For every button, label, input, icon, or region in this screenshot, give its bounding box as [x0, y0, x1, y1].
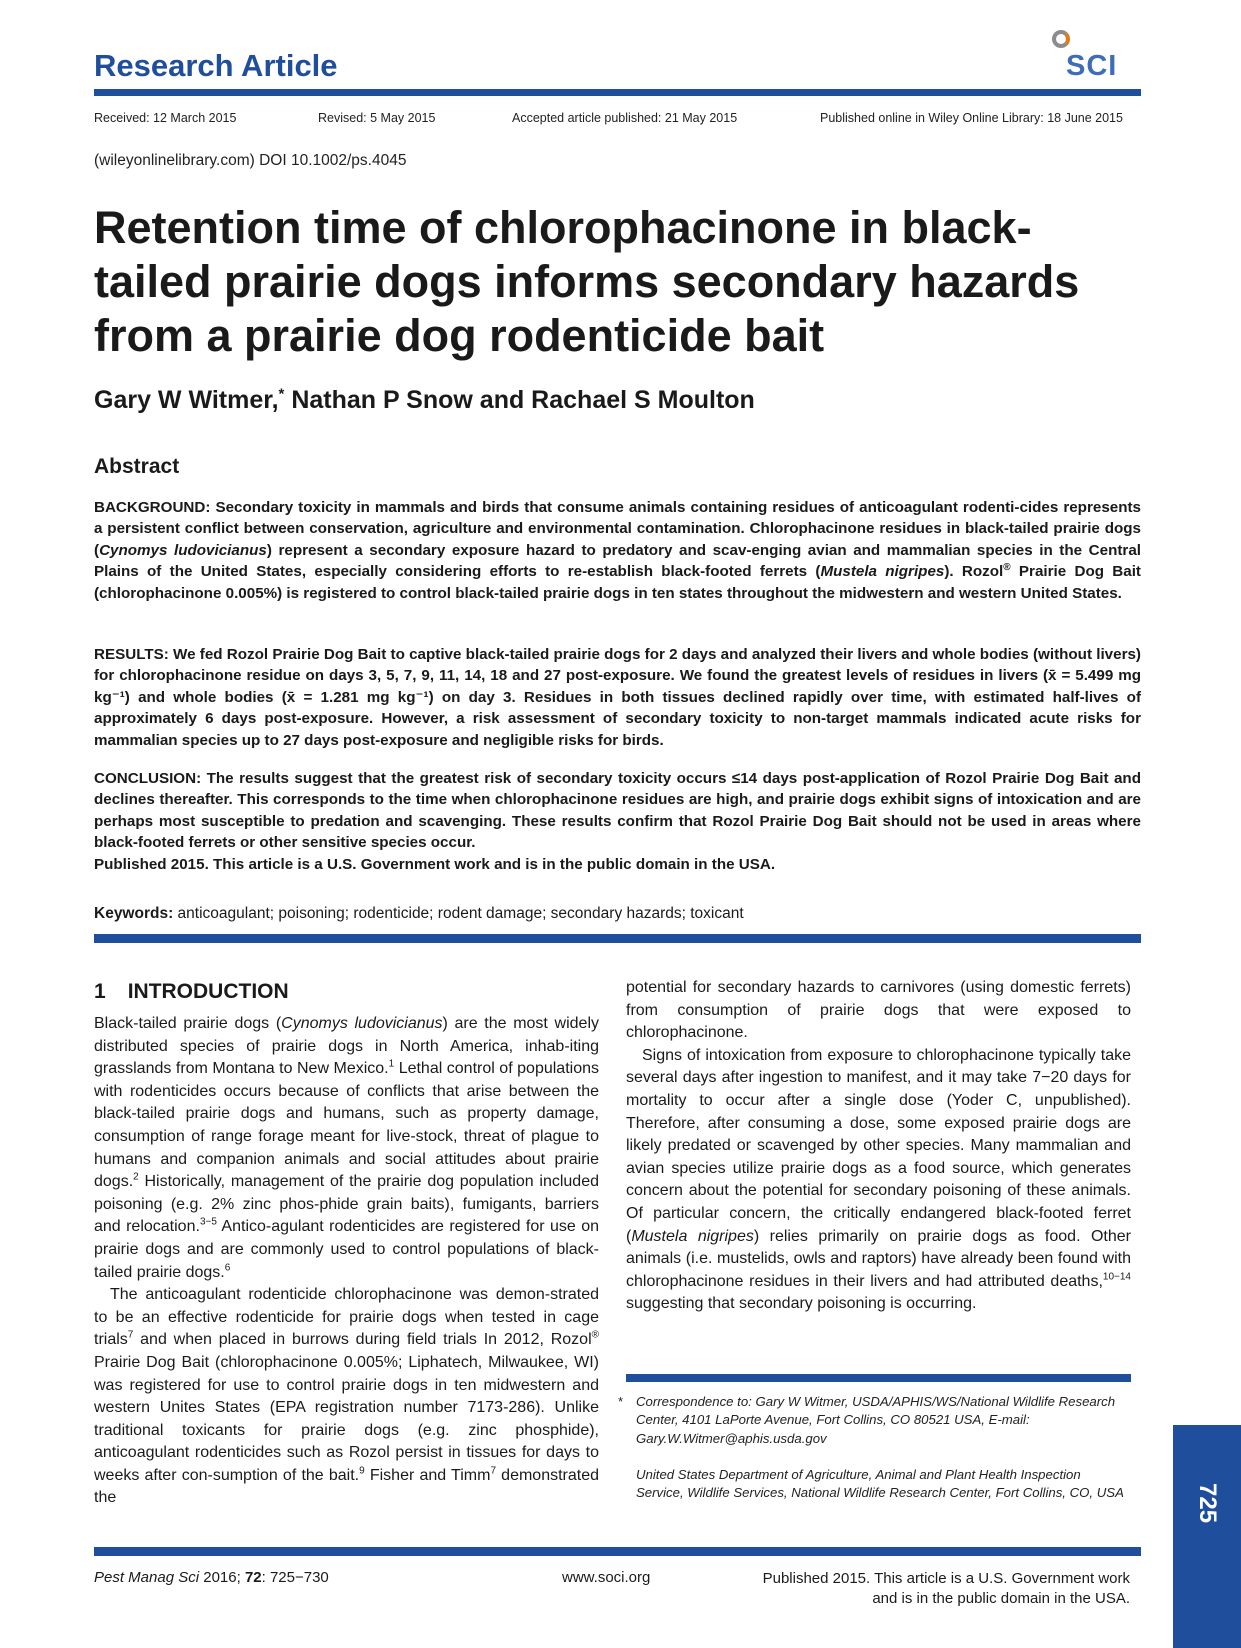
corresponding-mark: *	[278, 385, 285, 403]
keywords	[94, 905, 744, 923]
results-text: We fed Rozol Prairie Dog Bait to captive black-tailed prairie dogs for 2 days and analyzed their livers and whole bodies (without livers) for chlorophacinone residue on days 3, 5, 7, 9, 11, 14, 18 and 27 post-exposure. We found the greatest levels of residues in livers (x̄ = 5.499 mg kg⁻¹) and whole bodies (x̄ = 1.281 mg kg⁻¹) on day 3. Residues in both tissues declined rapidly over time, with estimated half-lives of approximately 6 days post-exposure. However, a risk assessment of secondary toxicity to non-target mammals indicated acute risks for mammalian species up to 27 days post-exposure and negligible risks for birds.	[94, 646, 1141, 749]
author-list	[94, 386, 755, 415]
correspondence-text: Correspondence to: Gary W Witmer, USDA/APHIS/WS/National Wildlife Research Center, 4101 LaPorte Avenue, Fort Collins, CO 80521 USA, E-mail: Gary.W.Witmer@aphis.usda.gov	[636, 1394, 1116, 1446]
correspondence-rule	[626, 1374, 1131, 1382]
species-name: Mustela nigripes	[820, 563, 945, 581]
rights-line: Published 2015. This article is a U.S. Government work	[762, 1570, 1130, 1587]
citation[interactable]: 2	[133, 1171, 139, 1183]
section-title: INTRODUCTION	[127, 980, 289, 1003]
background-text: ). Rozol	[944, 563, 1004, 581]
background-text: Secondary toxicity in mammals and birds that consume animals containing residues of anticoagulant rodenti-cides represents a persistent conflict between conservation, agriculture and environmental contamination. Chlorophacinone residues in black-tailed prairie dogs (	[94, 499, 1141, 559]
citation[interactable]: 1	[388, 1058, 395, 1070]
logo-text: SCI	[1066, 50, 1118, 82]
registered-mark: ®	[1003, 562, 1011, 574]
abstract-results	[94, 644, 1141, 751]
section-heading	[94, 980, 289, 1004]
section-number: 1	[94, 980, 106, 1003]
citation[interactable]: 9	[359, 1465, 365, 1477]
author-others: Nathan P Snow and Rachael S Moulton	[284, 386, 755, 414]
footer-rights	[740, 1569, 1130, 1609]
conclusion-label: CONCLUSION:	[94, 770, 202, 787]
abstract-conclusion	[94, 768, 1141, 875]
section-label: Research Article	[94, 48, 338, 83]
keywords-text: anticoagulant; poisoning; rodenticide; rodent damage; secondary hazards; toxicant	[173, 905, 744, 922]
background-label: BACKGROUND:	[94, 499, 211, 516]
correspondence-note	[618, 1393, 1130, 1448]
revised-date: Revised: 5 May 2015	[318, 111, 436, 125]
citation[interactable]: 6	[224, 1262, 231, 1274]
keywords-label: Keywords:	[94, 905, 174, 922]
published-date: Published online in Wiley Online Library: 18 June 2015	[820, 111, 1123, 125]
background-text: Prairie Dog Bait (chlorophacinone 0.005%) is registered to control black-tailed prairie dogs in ten states throughout the midwestern and western United States.	[94, 563, 1141, 602]
abstract-heading: Abstract	[94, 455, 180, 478]
citation[interactable]: 3−5	[199, 1217, 217, 1229]
intro-paragraph: Black-tailed prairie dogs (Cynomys ludovicianus) are the most widely distributed species of prairie dogs in North America, inhab-iting grasslands from Montana to New Mexico.$^1$ Lethal control of populations with rodenticides occurs because of conflicts that arise between the black-tailed prairie dogs and humans, such as property damage, consumption of range forage meant for live-stock, threat of plague to humans and companion animals and social attitudes about prairie dogs.$^2$ Historically, management of the prairie dog population included poisoning (e.g. 2% zinc phos-phide grain baits), fumigants, barriers and relocation.$^{3-5}$ Antico-agulant rodenticides are registered for use on prairie dogs and are commonly used to control populations of black-tailed prairie dogs.$^6$	[94, 1015, 599, 1281]
citation[interactable]: 7	[127, 1329, 134, 1341]
left-column	[94, 1013, 599, 1510]
logo-ring-icon	[1052, 30, 1070, 48]
footer-rule	[94, 1547, 1141, 1556]
conclusion-text: The results suggest that the greatest risk of secondary toxicity occurs ≤14 days post-application of Rozol Prairie Dog Bait and declines thereafter. This corresponds to the time when chlorophacinone residues are high, and prairie dogs exhibit signs of intoxication and are perhaps most susceptible to predation and scavenging. These results confirm that Rozol Prairie Dog Bait should not be used in areas where black-footed ferrets or other sensitive species occur.	[94, 770, 1141, 852]
species-name: Mustela nigripes	[631, 1227, 754, 1245]
abstract-rule	[94, 934, 1141, 943]
intro-paragraph: Signs of intoxication from exposure to chlorophacinone typically take several days after ingestion to manifest, and it may take 7−20 days for mortality to occur after a single dose (Yoder C, unpublished). Therefore, after consuming a dose, some exposed prairie dogs are likely predated or scavenged by other species. Many mammalian and avian species utilize prairie dogs as a food source, which generates concern about the potential for secondary poisoning of these animals. Of particular concern, the critically endangered black-footed ferret (Mustela nigripes) relies primarily on prairie dogs as food. Other animals (i.e. mustelids, owls and raptors) have already been found with chlorophacinone residues in their livers and had attributed deaths,$^{10-14}$ suggesting that secondary poisoning is occurring.	[626, 1046, 1131, 1313]
doi-link[interactable]: (wileyonlinelibrary.com) DOI 10.1002/ps.4045	[94, 152, 407, 169]
abstract-background	[94, 497, 1141, 604]
citation[interactable]: 10−14	[1102, 1271, 1131, 1283]
intro-paragraph: potential for secondary hazards to carnivores (using domestic ferrets) from consumption of prairie dogs that were exposed to chlorophacinone.	[626, 979, 1131, 1042]
intro-paragraph: The anticoagulant rodenticide chlorophacinone was demon-strated to be an effective rodenticide for prairie dogs when tested in cage trials$^7$ and when placed in burrows during field trials In 2012, Rozol® Prairie Dog Bait (chlorophacinone 0.005%; Liphatech, Milwaukee, WI) was registered for use to control prairie dogs in ten midwestern and western Unites States (EPA registration number 7173-286). Unlike traditional toxicants for prairie dogs (e.g. zinc phosphide), anticoagulant rodenticides such as Rozol persist in tissues for days to weeks after con-sumption of the bait.$^9$ Fisher and Timm$^7$ demonstrated the	[94, 1286, 600, 1507]
page-number-tab	[1173, 1425, 1241, 1648]
registered-mark: ®	[591, 1329, 599, 1341]
footnote-mark: *	[618, 1394, 624, 1409]
results-label: RESULTS:	[94, 646, 169, 663]
right-column	[626, 977, 1131, 1316]
journal-name: Pest Manag Sci	[94, 1569, 200, 1586]
sci-logo	[1050, 28, 1140, 84]
species-name: Cynomys ludovicianus	[281, 1015, 443, 1032]
citation[interactable]: 7	[490, 1465, 496, 1477]
rights-line: and is in the public domain in the USA.	[872, 1590, 1130, 1607]
author-first: Gary W Witmer,	[94, 386, 279, 414]
volume: 72	[244, 1569, 262, 1586]
journal-url[interactable]: www.soci.org	[562, 1569, 651, 1586]
background-text: ) represent a secondary exposure hazard to predatory and scav-enging avian and mammalian species in the Central Plains of the United States, especially considering efforts to re-establish black-footed ferrets (	[94, 541, 1141, 581]
accepted-date: Accepted article published: 21 May 2015	[512, 111, 738, 125]
journal-citation: Pest Manag Sci 2016; 72: 725−730	[94, 1569, 329, 1586]
page-number: 725	[1194, 1483, 1221, 1524]
received-date: Received: 12 March 2015	[94, 111, 237, 125]
header-rule	[94, 89, 1141, 96]
affiliation-note: United States Department of Agriculture, Animal and Plant Health Inspection Service, Wildlife Services, National Wildlife Research Center, Fort Collins, CO, USA	[636, 1467, 1124, 1501]
article-title: Retention time of chlorophacinone in black-tailed prairie dogs informs secondary hazards from a prairie dog rodenticide bait	[94, 202, 1080, 361]
published-note: Published 2015. This article is a U.S. Government work and is in the public domain in the USA.	[94, 855, 776, 873]
species-name: Cynomys ludovicianus	[99, 541, 267, 559]
